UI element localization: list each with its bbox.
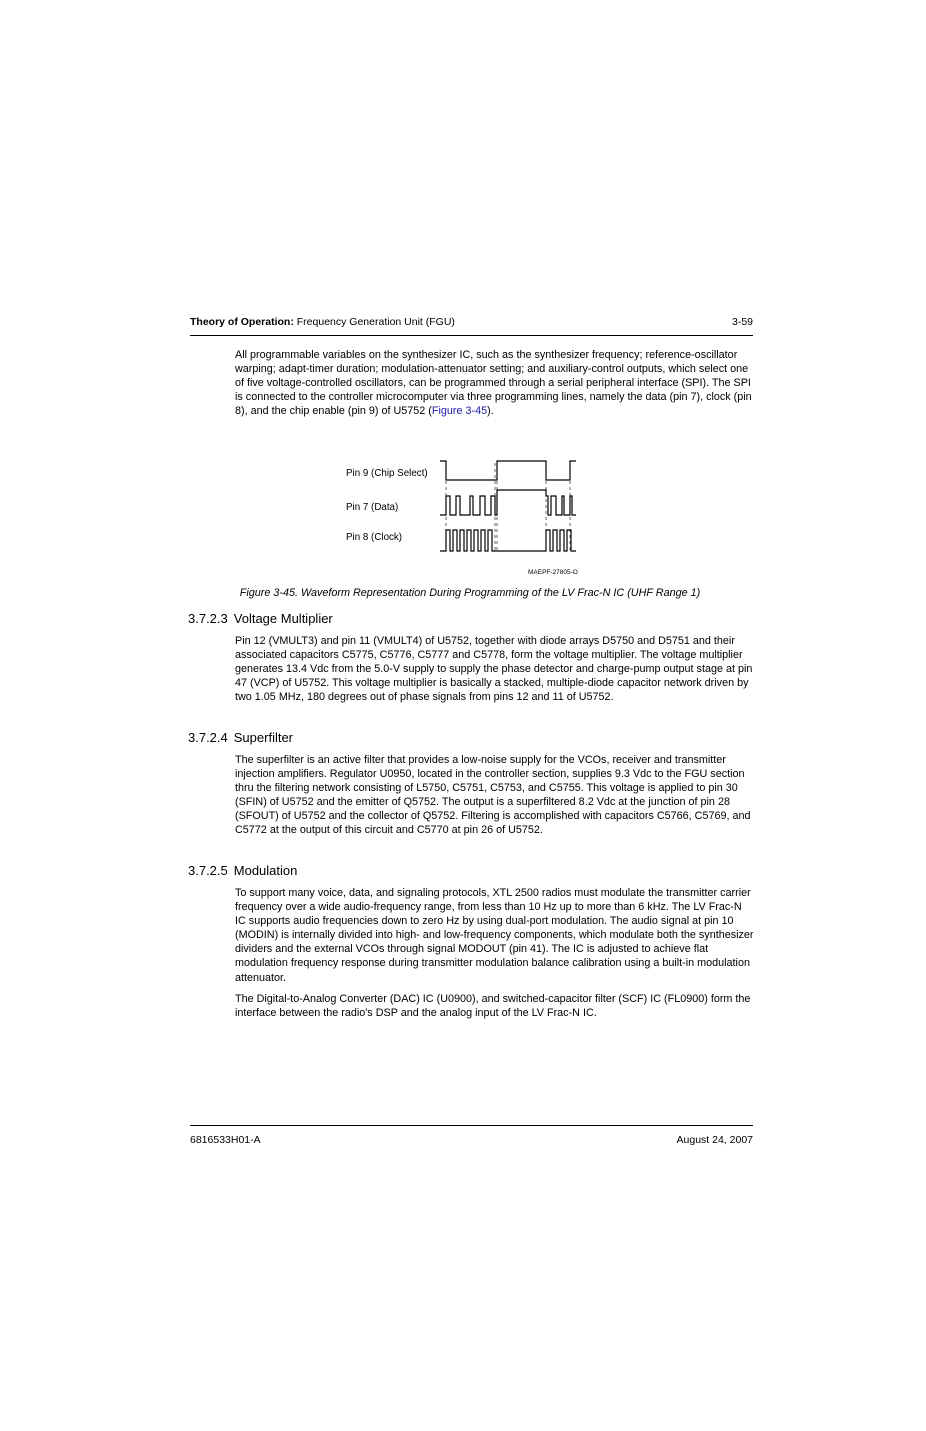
chip-select-waveform [440, 461, 576, 480]
header-section [190, 316, 455, 328]
footer-rule [190, 1125, 753, 1126]
header-section-bold: Theory of Operation: [190, 316, 294, 328]
intro-paragraph [235, 348, 755, 418]
section-title: Superfilter [233, 730, 294, 745]
voltage-multiplier-paragraph: Pin 12 (VMULT3) and pin 11 (VMULT4) of U5752, together with diode arrays D5750 and D5751 and their associated capacitors C5775, C5776, C5777 and C5778, form the voltage multiplier. The voltage multiplier generates 13.4 Vdc from the 5.0-V supply to supply the phase detector and charge-pump output stage at pin 47 (VCP) of U5752. This voltage multiplier is basically a stacked, multiple-diode capacitor network driven by two 1.05 MHz, 180 degrees out of phase signals from pins 12 and 11 of U5752. [235, 635, 753, 704]
page-number: 3-59 [731, 316, 753, 328]
running-header [190, 316, 753, 330]
figure-caption: Figure 3-45. Waveform Representation During Programming of the LV Frac-N IC (UHF Range 1) [239, 587, 701, 599]
label-clock: Pin 8 (Clock) [346, 532, 403, 543]
waveform-figure [340, 455, 590, 580]
section-number: 3.7.2.5 [188, 863, 228, 878]
section-number: 3.7.2.3 [188, 611, 228, 626]
section-heading-voltage-multiplier [188, 611, 333, 626]
section-title: Voltage Multiplier [233, 611, 333, 626]
section-heading-superfilter [188, 730, 293, 745]
intro-text: All programmable variables on the synthesizer IC, such as the synthesizer frequency; reference-oscillator warping; adapt-timer duration; modulation-attenuator setting; and auxiliary-control outputs, which select one of five voltage-controlled oscillators, can be programmed through a serial peripheral interface (SPI). The SPI is connected to the controller microcomputer via three programming lines, namely the data (pin 7), clock (pin 8), and the chip enable (pin 9) of U5752 ( [235, 349, 752, 418]
section-title: Modulation [233, 863, 298, 878]
header-section-title: Frequency Generation Unit (FGU) [296, 316, 455, 328]
section-number: 3.7.2.4 [188, 730, 228, 745]
modulation-paragraph-1: To support many voice, data, and signaling protocols, XTL 2500 radios must modulate the transmitter carrier frequency over a wide audio-frequency range, from less than 10 Hz up to more than 6 kHz. The LV Frac-N IC supports audio frequencies down to zero Hz by using dual-port modulation. The audio signal at pin 10 (MODIN) is internally divided into high- and low-frequency components, which modulate both the synthesizer dividers and the external VCOs through signal MODOUT (pin 41). The IC is adjusted to achieve flat modulation frequency response during transmitter modulation balance calibration using a built-in modulation attenuator. [235, 887, 754, 984]
figure-link[interactable]: Figure 3-45 [431, 405, 488, 418]
superfilter-paragraph: The superfilter is an active filter that provides a low-noise supply for the VCOs, receiver and transmitter injection amplifiers. Regulator U0950, located in the controller section, supplies 9.3 Vdc to the FGU section thru the filtering network consisting of L5750, C5751, C5753, and C5755. This voltage is applied to pin 30 (SFIN) of U5752 and the emitter of Q5752. The output is a superfiltered 8.2 Vdc at the junction of pin 28 (SFOUT) of U5752 and the collector of Q5752. Filtering is accomplished with capacitors C5766, C5769, and C5772 at the output of this circuit and C5770 at pin 26 of U5752. [235, 754, 751, 837]
clock-waveform [440, 530, 576, 551]
section-heading-modulation [188, 863, 297, 878]
intro-text-end: ). [487, 405, 494, 418]
document-number: 6816533H01-A [190, 1134, 261, 1146]
figure-id: MAEPF-27805-O [528, 569, 578, 576]
data-waveform [440, 490, 576, 515]
modulation-paragraph-2: The Digital-to-Analog Converter (DAC) IC (U0900), and switched-capacitor filter (SCF) IC (FL0900) form the interface between the radio's DSP and the analog input of the LV Frac-N IC. [235, 993, 751, 1020]
publication-date: August 24, 2007 [676, 1134, 753, 1146]
header-rule [190, 335, 753, 336]
label-data: Pin 7 (Data) [346, 502, 399, 513]
label-chip-select: Pin 9 (Chip Select) [346, 468, 428, 479]
